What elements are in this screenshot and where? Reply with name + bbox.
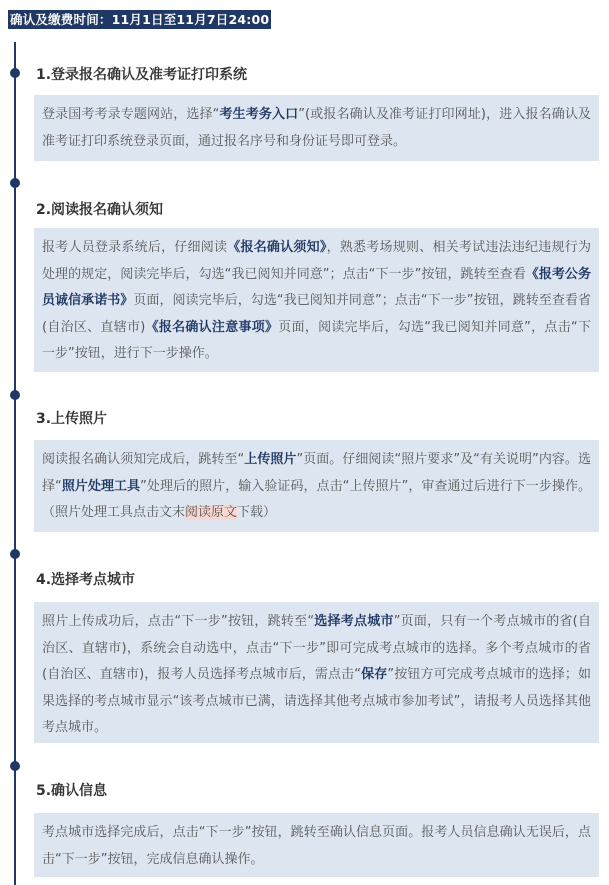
step-3-content bbox=[34, 440, 599, 532]
step-2-title: 2.阅读报名确认须知 bbox=[36, 202, 164, 218]
step-2-text-3: 页面，阅读完毕后，勾选“我已阅知并同意”；点击“下一步”按钮，跳转至查看省(自治区、直辖市) bbox=[42, 293, 591, 335]
step-2-highlight-integrity[interactable]: 《报考公务员诚信承诺书》 bbox=[42, 266, 591, 308]
step-4-text-1: 照片上传成功后，点击“下一步”按钮，跳转至“ bbox=[42, 614, 315, 629]
step-1-text-2: ”(或报名确认及准考证打印网址)，进入报名确认及准考证打印系统登录页面，通过报名序号和身份证号即可登录。 bbox=[42, 107, 591, 149]
step-5-title: 5.确认信息 bbox=[36, 783, 108, 799]
timeline-line bbox=[14, 42, 16, 885]
step-5-content bbox=[34, 813, 599, 877]
step-3-highlight-photo-tool[interactable]: 照片处理工具 bbox=[61, 478, 141, 494]
step-3-text-1: 阅读报名确认须知完成后，跳转至“ bbox=[42, 452, 245, 467]
step-4-title: 4.选择考点城市 bbox=[36, 572, 136, 588]
step-2-text-2: ，熟悉考场规则、相关考试违法违纪违规行为处理的规定，阅读完毕后，勾选“我已阅知并同意”；点击“下一步”按钮，跳转至查看 bbox=[42, 240, 591, 282]
step-2-highlight-matters[interactable]: 《报名确认注意事项》 bbox=[145, 319, 279, 335]
step-4-text-2: ”页面，只有一个考点城市的省(自治区、直辖市)，系统会自动选中，点击“下一步”即可完成考点城市的选择。多个考点城市的省(自治区、直辖市)，报考人员选择考点城市后，需点击“ bbox=[42, 614, 591, 682]
step-2-highlight-notice[interactable]: 《报名确认须知》 bbox=[227, 240, 327, 255]
step-3-text-3: ”处理后的照片，输入验证码，点击“上传照片”，审查通过后进行下一步操作。（照片处理工具点击文末 bbox=[42, 478, 591, 520]
timeline-dot-2 bbox=[10, 178, 20, 188]
step-2-content bbox=[34, 228, 599, 372]
time-banner: 确认及缴费时间：11月1日至11月7日24:00 bbox=[10, 12, 270, 27]
step-3-highlight-upload-photo[interactable]: 上传照片 bbox=[244, 452, 297, 467]
step-4-text-3: ”按钮方可完成考点城市的选择；如果选择的考点城市显示“该考点城市已满，请选择其他考点城市参加考试”，请报考人员选择其他考点城市。 bbox=[42, 667, 591, 735]
timeline-dot-3 bbox=[10, 390, 20, 400]
step-4-highlight-select-city[interactable]: 选择考点城市 bbox=[314, 614, 394, 629]
step-2-text-4: 页面，阅读完毕后，勾选“我已阅知并同意”，点击“下一步”按钮，进行下一步操作。 bbox=[42, 319, 591, 361]
step-2-text-1: 报考人员登录系统后，仔细阅读 bbox=[42, 240, 228, 255]
timeline-dot-5 bbox=[10, 761, 20, 771]
timeline-dot-4 bbox=[10, 549, 20, 559]
step-1-title: 1.登录报名确认及准考证打印系统 bbox=[36, 67, 248, 83]
step-4-content bbox=[34, 602, 599, 743]
step-3-text-2: ”页面。仔细阅读“照片要求”及“有关说明”内容。选择“ bbox=[42, 452, 591, 494]
step-3-title: 3.上传照片 bbox=[36, 411, 108, 427]
step-1-content bbox=[34, 95, 599, 161]
step-1-text-1: 登录国考考录专题网站，选择“ bbox=[42, 107, 220, 122]
step-4-highlight-save[interactable]: 保存 bbox=[361, 667, 388, 682]
step-5-text-1: 考点城市选择完成后，点击“下一步”按钮，跳转至确认信息页面。报考人员信息确认无误后，点击“下一步”按钮，完成信息确认操作。 bbox=[42, 825, 591, 867]
step-3-text-4: 下载） bbox=[237, 505, 277, 520]
step-3-read-original-link[interactable]: 阅读原文 bbox=[185, 505, 238, 520]
step-1-highlight-exam-entry[interactable]: 考生考务入口 bbox=[219, 107, 299, 122]
timeline-dot-1 bbox=[10, 68, 20, 78]
